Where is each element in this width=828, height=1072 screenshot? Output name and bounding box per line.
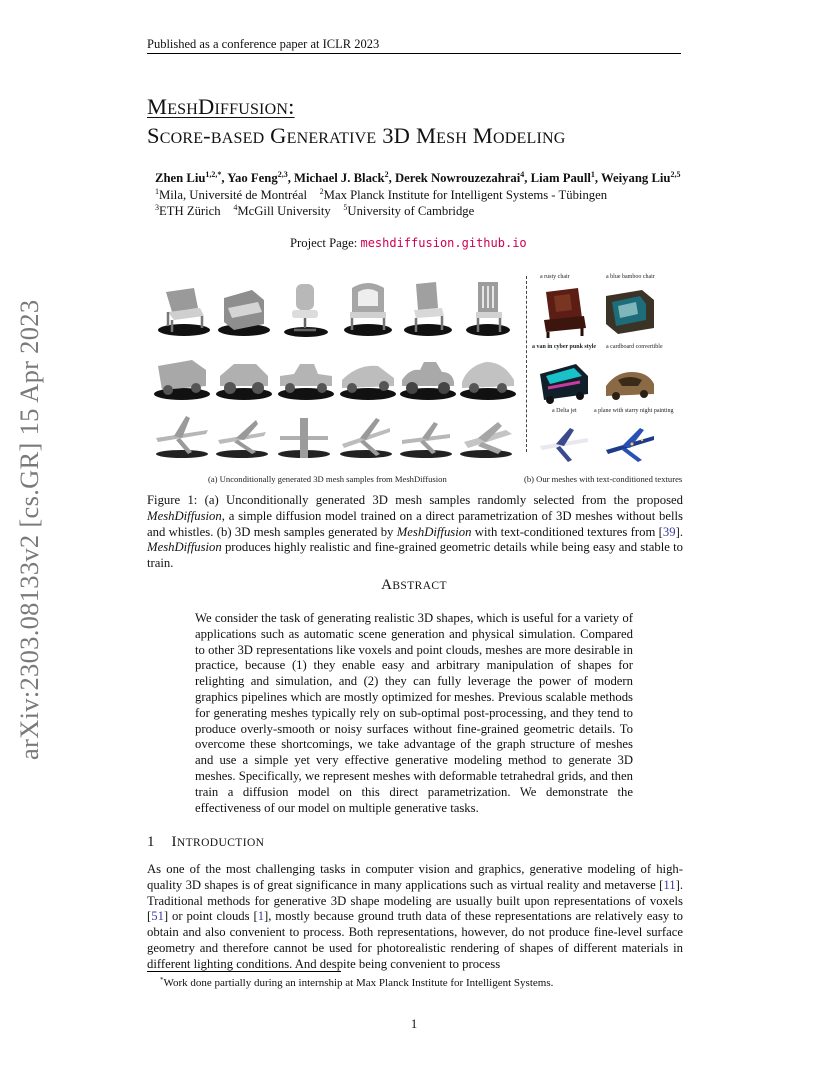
title-line-1 xyxy=(147,92,707,121)
venue-header: Published as a conference paper at ICLR 2023 xyxy=(147,37,380,51)
chair-render-2 xyxy=(214,278,274,338)
affiliation-line-2: $^3$ETH Zürich $^4$McGill University $^5$University of Cambridge xyxy=(155,203,475,218)
car-render-6 xyxy=(458,346,518,406)
bamboo-chair-render xyxy=(602,284,658,340)
paper-title xyxy=(147,92,707,150)
chair-render-5 xyxy=(398,278,458,338)
figure-divider xyxy=(526,276,527,452)
tex-label-6: a plane with starry night painting xyxy=(594,408,674,414)
title-line-2: Score-based Generative 3D Mesh Modeling xyxy=(147,123,566,148)
project-link[interactable]: meshdiffusion.github.io xyxy=(360,236,527,250)
figure-caption: Figure 1: (a) Unconditionally generated 3D mesh samples randomly selected from the proposed MeshDiffusion, a simple diffusion model trained on a direct parametrization of 3D meshes without bells and whistles. (b) 3D mesh samples generated by MeshDiffusion with text-conditioned textures from [39]. MeshDiffusion produces highly realistic and fine-grained geometric details while being easy and stable to train. xyxy=(147,493,683,571)
chair-render-3 xyxy=(276,278,336,338)
header-rule xyxy=(147,53,681,54)
subcaption-b: (b) Our meshes with text-conditioned textures xyxy=(524,474,683,484)
affiliation-3: ETH Zürich xyxy=(159,204,221,218)
starry-plane-render xyxy=(602,416,658,472)
cardboard-car-render xyxy=(602,354,658,410)
project-page xyxy=(290,236,527,251)
delta-jet-render xyxy=(536,416,592,472)
plane-render-4 xyxy=(336,408,396,468)
chair-render-4 xyxy=(338,278,398,338)
tex-label-3: a van in cyber punk style xyxy=(532,344,597,350)
tex-label-2: a blue bamboo chair xyxy=(606,274,655,280)
cyberpunk-van-render xyxy=(536,354,592,410)
footnote-text: Work done partially during an internship at Max Planck Institute for Intelligent Systems. xyxy=(163,977,554,989)
affiliation-4: McGill University xyxy=(237,204,331,218)
plane-render-6 xyxy=(456,408,516,468)
plane-render-1 xyxy=(152,408,212,468)
footnote-rule xyxy=(147,971,341,972)
section-number: 1 xyxy=(147,834,155,850)
affiliation-2: Max Planck Institute for Intelligent Systems - Tübingen xyxy=(323,188,608,202)
plane-render-3 xyxy=(274,408,334,468)
project-label: Project Page: xyxy=(290,236,358,250)
chair-render-6 xyxy=(458,278,518,338)
plane-render-5 xyxy=(396,408,456,468)
affiliation-line-1: $^1$Mila, Université de Montréal $^2$Max Planck Institute for Intelligent Systems - Tübingen xyxy=(155,187,608,202)
plane-render-2 xyxy=(212,408,272,468)
figure-1 xyxy=(144,270,690,484)
abstract-body: We consider the task of generating realistic 3D shapes, which is useful for a variety of applications such as automatic scene generation and physical simulation. Compared to other 3D representations like voxels and point clouds, meshes are more desirable in practice, because (1) they enable easy and arbitrary manipulation of shapes for relighting and simulation, and (2) they can fully leverage the power of modern graphics pipelines which are mostly optimized for meshes. Previous scalable methods for generating meshes typically rely on sub-optimal post-processing, and they tend to produce overly-smooth or noisy surfaces without fine-grained geometric details. To overcome these shortcomings, we take advantage of the graph structure of meshes and use a simple yet very effective generative modeling method to generate 3D meshes. Specifically, we represent meshes with deformable tetrahedral grids, and then train a diffusion model on this direct parametrization. We demonstrate the effectiveness of our model on multiple generative tasks. xyxy=(195,611,633,815)
title-line-1-text: MeshDiffusion: xyxy=(147,94,295,119)
tex-label-1: a rusty chair xyxy=(540,274,570,280)
arxiv-stamp: arXiv:2303.08133v2 [cs.GR] 15 Apr 2023 xyxy=(14,299,44,760)
intro-body: As one of the most challenging tasks in computer vision and graphics, generative modeling of high-quality 3D shapes is of great significance in many applications such as virtual reality and metaverse [11]. Traditional methods for generative 3D shape modeling are usually built upon representations of voxels [51] or point clouds [1], mostly because ground truth data of these representations are relatively easy to obtain and also convenient to process. Both representations, however, do not produce fine-level surface geometry and therefore cannot be used for photorealistic rendering of shapes of different materials in different lighting conditions. And despite being convenient to process xyxy=(147,862,683,971)
intro-heading: 1 INTRODUCTION xyxy=(147,834,265,850)
car-render-4 xyxy=(338,346,398,406)
author-list: Zhen Liu$^{1,2,*}$, Yao Feng$^{2,3}$, Michael J. Black$^2$, Derek Nowrouzezahrai$^4$, Liam Paull$^1$, Weiyang Liu$^{2,5}$ xyxy=(155,170,681,185)
car-render-3 xyxy=(276,346,336,406)
tex-label-4: a cardboard convertible xyxy=(606,344,663,350)
rusty-chair-render xyxy=(536,284,592,340)
car-render-1 xyxy=(152,346,212,406)
chair-render-1 xyxy=(154,278,214,338)
page-number: 1 xyxy=(410,1017,418,1031)
abstract-heading: ABSTRACT xyxy=(381,577,447,593)
affiliation-5: University of Cambridge xyxy=(347,204,475,218)
car-render-5 xyxy=(398,346,458,406)
footnote: *Work done partially during an internship at Max Planck Institute for Intelligent Systems. xyxy=(160,976,554,989)
tex-label-5: a Delta jet xyxy=(552,408,577,414)
affiliation-1: Mila, Université de Montréal xyxy=(159,188,307,202)
car-render-2 xyxy=(214,346,274,406)
subcaption-a: (a) Unconditionally generated 3D mesh samples from MeshDiffusion xyxy=(208,474,447,484)
